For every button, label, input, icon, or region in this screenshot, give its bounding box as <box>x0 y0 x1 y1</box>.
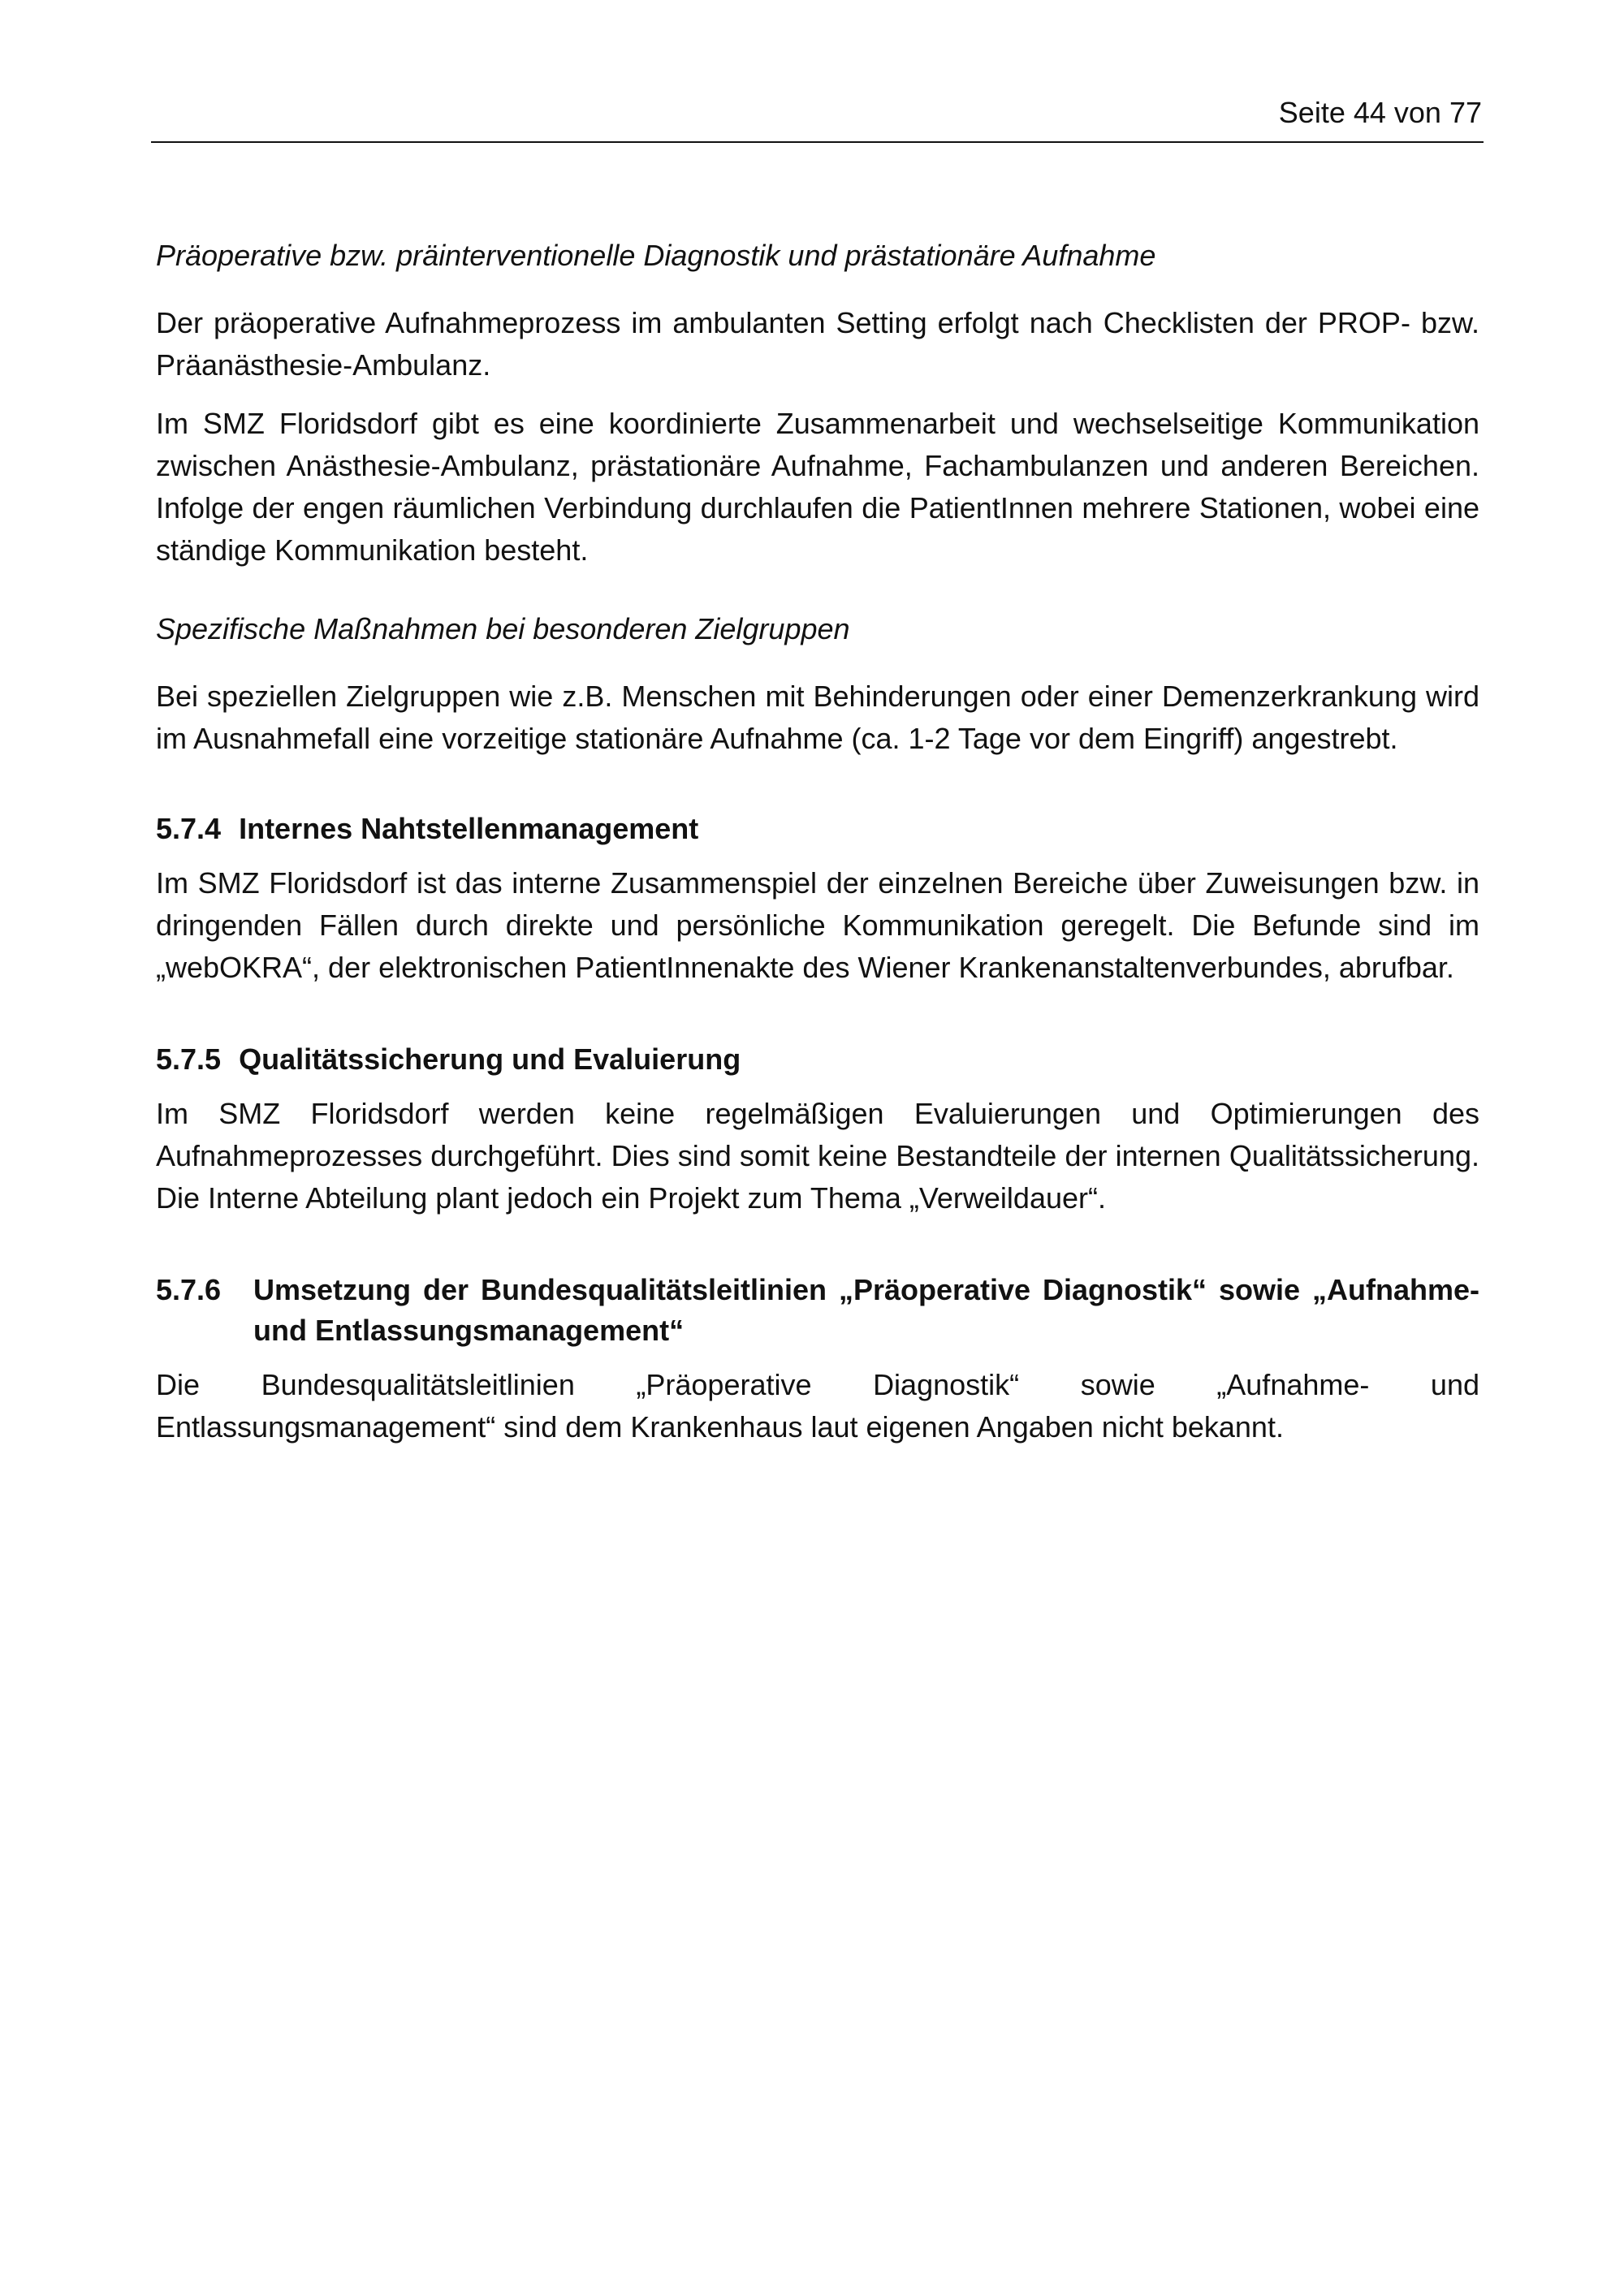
section-heading-5-7-4 <box>156 809 1479 849</box>
section-heading-5-7-5 <box>156 1039 1479 1080</box>
paragraph-admission-process: Der präoperative Aufnahmeprozess im ambulanten Setting erfolgt nach Checklisten der PROP- bzw. Präanästhesie-Ambulanz. <box>156 306 1479 382</box>
page-header <box>151 91 1484 143</box>
paragraph-cooperation: Im SMZ Floridsdorf gibt es eine koordinierte Zusammenarbeit und wechselseitige Kommunikation zwischen Anästhesie-Ambulanz, prästationäre Aufnahme, Fachambulanzen und anderen Bereichen. Infolge der engen räumlichen Verbindung durchlaufen die PatientInnen mehrere Stationen, wobei eine ständige Kommunikation besteht. <box>156 407 1479 567</box>
section-title: Qualitätssicherung und Evaluierung <box>239 1042 741 1076</box>
paragraph-target-groups: Bei speziellen Zielgruppen wie z.B. Menschen mit Behinderungen oder einer Demenzerkrankung wird im Ausnahmefall eine vorzeitige stationäre Aufnahme (ca. 1-2 Tage vor dem Eingriff) angestrebt. <box>156 680 1479 755</box>
paragraph-internal-interfaces: Im SMZ Floridsdorf ist das interne Zusammenspiel der einzelnen Bereiche über Zuweisungen bzw. in dringenden Fällen durch direkte und persönliche Kommunikation geregelt. Die Befunde sind im „webOKRA“, der elektronischen PatientInnenakte des Wiener Krankenanstaltenverbundes, abrufbar. <box>156 866 1479 984</box>
section-number: 5.7.6 <box>156 1273 222 1306</box>
paragraph-quality-assurance: Im SMZ Floridsdorf werden keine regelmäßigen Evaluierungen und Optimierungen des Aufnahmeprozesses durchgeführt. Dies sind somit keine Bestandteile der internen Qualitätssicherung. Die Interne Abteilung plant jedoch ein Projekt zum Thema „Verweildauer“. <box>156 1097 1479 1215</box>
subheading-target-groups: Spezifische Maßnahmen bei besonderen Zielgruppen <box>156 612 850 645</box>
section-number: 5.7.4 <box>156 812 222 845</box>
subheading-preoperative-diagnostics: Präoperative bzw. präinterventionelle Diagnostik und prästationäre Aufnahme <box>156 239 1156 272</box>
page-content <box>156 235 1479 1448</box>
section-title: Internes Nahtstellenmanagement <box>239 812 699 845</box>
section-heading-5-7-6 <box>156 1270 1479 1351</box>
section-title: Umsetzung der Bundesqualitätsleitlinien „Präoperative Diagnostik“ sowie „Aufnahme- und Entlassungsmanagement“ <box>253 1273 1479 1347</box>
paragraph-federal-guidelines: Die Bundesqualitätsleitlinien „Präoperative Diagnostik“ sowie „Aufnahme- und Entlassungsmanagement“ sind dem Krankenhaus laut eigenen Angaben nicht bekannt. <box>156 1368 1479 1444</box>
section-number: 5.7.5 <box>156 1042 222 1076</box>
page-number: Seite 44 von 77 <box>1278 96 1482 129</box>
